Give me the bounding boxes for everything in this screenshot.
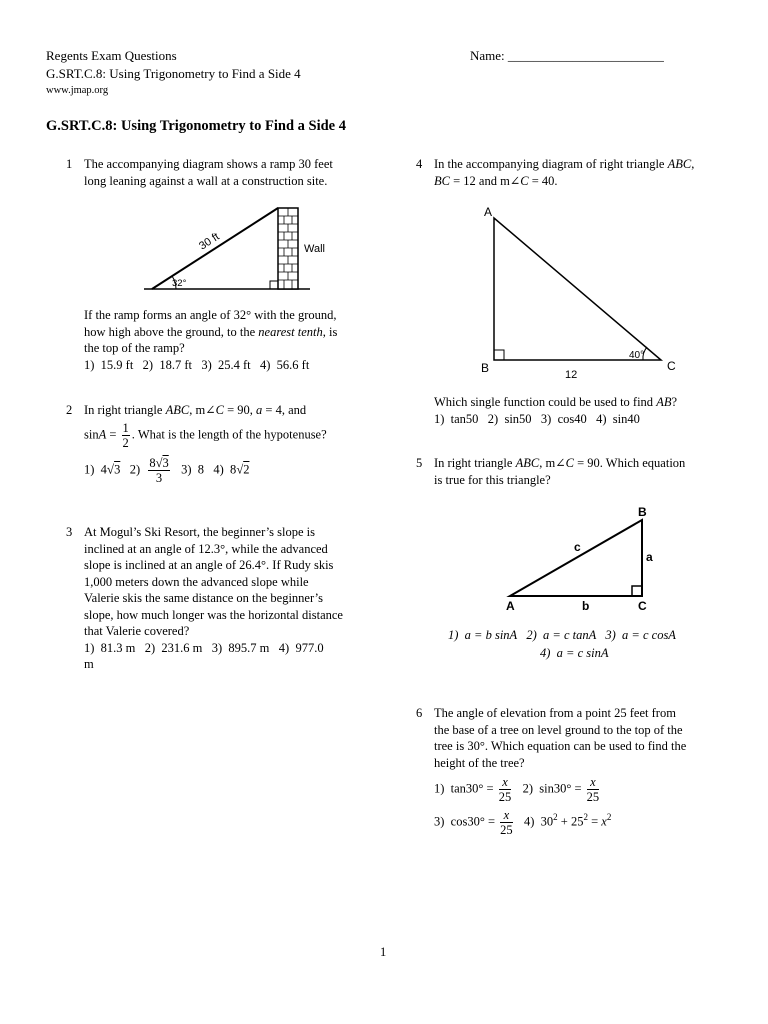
vertex-a-label: A [506, 599, 515, 613]
page-title: G.SRT.C.8: Using Trigonometry to Find a Side 4 [46, 118, 346, 134]
q3-text-line: Valerie skis the same distance on the beginner’s [84, 591, 323, 605]
question-number: 4 [416, 157, 423, 171]
q3-text-line: inclined at an angle of 12.3°, while the advanced [84, 541, 328, 556]
q6-text-line: height of the tree? [434, 755, 525, 770]
question-4 [434, 156, 734, 189]
vertex-b-label: B [638, 505, 647, 519]
angle-label: 40° [629, 350, 645, 361]
q6-choices-row2: 3) cos30° = $\frac{x}{25}$ 4) $30^2 + 25^2 = x^2$ [434, 808, 612, 837]
q1-text-line: long leaning against a wall at a construction site. [84, 173, 328, 188]
q2-text-line: In right triangle ABC, m∠C = 90, a = 4, and [84, 403, 307, 417]
q4-text-line: Which single function could be used to find AB? [434, 395, 678, 409]
q3-text-line: slope is inclined at an angle of 26.4°. If Rudy skis [84, 558, 334, 572]
question-4-prompt [434, 394, 734, 427]
fraction: $\frac{x}{25}$ [500, 808, 513, 837]
vertex-b-label: B [481, 361, 490, 375]
vertex-c-label: C [667, 359, 676, 373]
q1-text-line: the top of the ramp? [84, 341, 185, 355]
side-length-label: 12 [565, 369, 578, 381]
ramp-diagram [140, 200, 355, 296]
q3-text-line: that Valerie covered? [84, 624, 190, 638]
q4-choices: 1) tan50 2) sin50 3) cos40 4) sin40 [434, 411, 640, 426]
question-1-prompt [84, 307, 384, 373]
question-2 [84, 402, 384, 485]
q5-text-line: In right triangle ABC, m∠C = 90. Which equation [434, 456, 686, 470]
q5-choices-row2: 4) a = c sinA [540, 646, 609, 660]
q6-text-line: the base of a tree on level ground to the top of the [434, 722, 683, 737]
q5-text-line: is true for this triangle? [434, 472, 551, 487]
triangle-abc-diagram-2 [498, 500, 668, 615]
header-url: www.jmap.org [46, 85, 109, 96]
q3-text-line: m [84, 657, 94, 671]
vertex-c-label: C [638, 599, 647, 613]
vertex-a-label: A [484, 205, 493, 219]
question-number: 6 [416, 706, 423, 720]
question-1 [84, 156, 384, 189]
q5-choices-row1: 1) a = b sinA 2) a = c tanA 3) a = c cosA [448, 628, 676, 642]
q1-text-line: If the ramp forms an angle of 32° with the ground, [84, 308, 337, 322]
fraction: $\frac{8√3}{3}$ [149, 455, 169, 485]
name-field: Name: ________________________ [470, 48, 664, 63]
question-number: 5 [416, 456, 423, 470]
header-line1: Regents Exam Questions [46, 48, 177, 63]
question-5 [434, 455, 734, 488]
q2-text-line: sinA = $\frac{1}{2}$ . What is the length of the hypotenuse? [84, 420, 327, 450]
q4-text-line: BC = 12 and m∠C = 40. [434, 173, 558, 188]
header-line2: G.SRT.C.8: Using Trigonometry to Find a Side 4 [46, 66, 301, 81]
question-number: 3 [66, 525, 73, 539]
q3-text-line: 1,000 meters down the advanced slope while [84, 574, 309, 589]
q3-text-line: At Mogul’s Ski Resort, the beginner’s slope is [84, 525, 316, 539]
angle-label: 32° [172, 278, 187, 289]
question-number: 2 [66, 403, 73, 417]
wall-label: Wall [304, 243, 325, 255]
question-number: 1 [66, 157, 73, 171]
q4-text-line: In the accompanying diagram of right triangle ABC, [434, 157, 695, 171]
side-a-label: a [646, 550, 653, 564]
q1-text-line: The accompanying diagram shows a ramp 30 feet [84, 157, 333, 171]
q1-text-line: how high above the ground, to the nearest tenth, is [84, 324, 338, 339]
q3-text-line: slope, how much longer was the horizontal distance [84, 607, 343, 622]
q2-choices: 1) 4√3 2) $\frac{8√3}{3}$ 3) 8 4) 8√2 [84, 455, 250, 485]
page-number: 1 [380, 945, 387, 959]
ramp-length-label: 30 ft [197, 230, 222, 253]
side-b-label: b [582, 599, 590, 613]
fraction: $\frac{1}{2}$ [122, 420, 129, 450]
q6-text-line: The angle of elevation from a point 25 feet from [434, 706, 676, 720]
side-c-label: c [574, 540, 581, 554]
question-3 [84, 524, 384, 673]
question-6 [434, 705, 734, 837]
triangle-abc-diagram [475, 198, 695, 383]
fraction: $\frac{x}{25}$ [498, 775, 512, 804]
fraction: $\frac{x}{25}$ [586, 775, 600, 804]
q6-choices-row1: 1) tan30° = $\frac{x}{25}$ 2) sin30° = $\frac{x}{25}$ [434, 775, 600, 804]
q3-choices: 1) 81.3 m 2) 231.6 m 3) 895.7 m 4) 977.0 [84, 640, 324, 655]
q1-choices: 1) 15.9 ft 2) 18.7 ft 3) 25.4 ft 4) 56.6 ft [84, 357, 310, 372]
q6-text-line: tree is 30°. Which equation can be used to find the [434, 739, 687, 753]
